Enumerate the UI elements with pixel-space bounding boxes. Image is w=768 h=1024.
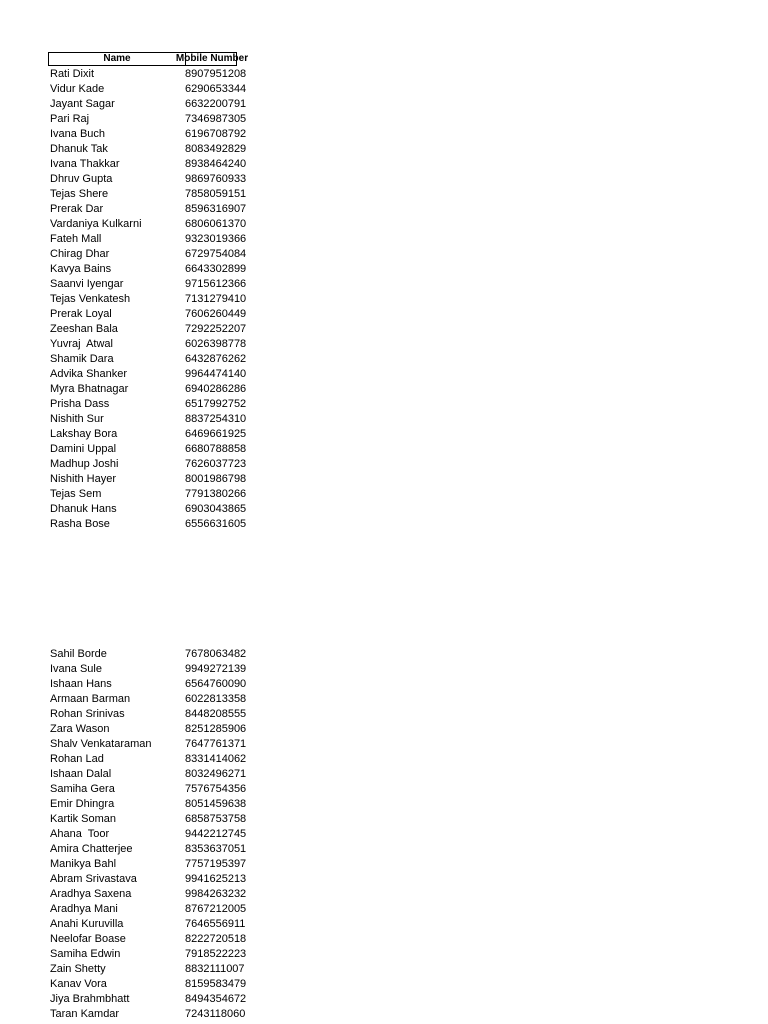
- column-header-mobile-number: [175, 52, 249, 66]
- name-cell: Manikya Bahl: [50, 858, 117, 870]
- table-row: [0, 292, 768, 307]
- table-row: [0, 517, 768, 532]
- table-row: [0, 842, 768, 857]
- mobile-number-cell: 7346987305: [185, 113, 247, 125]
- name-cell: Emir Dhingra: [50, 798, 115, 810]
- table-row: [0, 97, 768, 112]
- name-cell: Shamik Dara: [50, 353, 114, 365]
- name-cell: Nishith Hayer: [50, 473, 117, 485]
- table-row: [0, 142, 768, 157]
- name-cell: Tejas Shere: [50, 188, 109, 200]
- name-cell: Samiha Edwin: [50, 948, 121, 960]
- mobile-number-cell: 6290653344: [185, 83, 247, 95]
- mobile-number-cell: 6432876262: [185, 353, 247, 365]
- name-cell: Ivana Thakkar: [50, 158, 120, 170]
- mobile-number-cell: 7576754356: [185, 783, 247, 795]
- mobile-number-cell: 7292252207: [185, 323, 247, 335]
- mobile-number-cell: 6806061370: [185, 218, 247, 230]
- mobile-number-cell: 8331414062: [185, 753, 247, 765]
- mobile-number-cell: 6026398778: [185, 338, 247, 350]
- table-row: [0, 262, 768, 277]
- name-cell: Ivana Sule: [50, 663, 102, 675]
- table-row: [0, 962, 768, 977]
- table-row: [0, 187, 768, 202]
- table-row: [0, 127, 768, 142]
- column-header-mobile-label: Mobile Number: [175, 53, 249, 64]
- contact-list-block-1: [0, 67, 768, 532]
- name-cell: Lakshay Bora: [50, 428, 118, 440]
- table-row: [0, 382, 768, 397]
- table-row: [0, 172, 768, 187]
- name-cell: Myra Bhatnagar: [50, 383, 129, 395]
- name-cell: Shalv Venkataraman: [50, 738, 152, 750]
- table-row: [0, 737, 768, 752]
- name-cell: Ishaan Hans: [50, 678, 112, 690]
- table-row: [0, 487, 768, 502]
- name-cell: Ivana Buch: [50, 128, 106, 140]
- mobile-number-cell: 8051459638: [185, 798, 247, 810]
- table-row: [0, 202, 768, 217]
- mobile-number-cell: 6196708792: [185, 128, 247, 140]
- mobile-number-cell: 6632200791: [185, 98, 247, 110]
- name-cell: Vardaniya Kulkarni: [50, 218, 142, 230]
- table-row: [0, 947, 768, 962]
- name-cell: Armaan Barman: [50, 693, 131, 705]
- name-cell: Aradhya Mani: [50, 903, 118, 915]
- table-row: [0, 752, 768, 767]
- name-cell: Aradhya Saxena: [50, 888, 132, 900]
- table-row: [0, 427, 768, 442]
- mobile-number-cell: 9442212745: [185, 828, 247, 840]
- mobile-number-cell: 6940286286: [185, 383, 247, 395]
- name-cell: Tejas Sem: [50, 488, 102, 500]
- name-cell: Amira Chatterjee: [50, 843, 133, 855]
- name-cell: Jiya Brahmbhatt: [50, 993, 130, 1005]
- name-cell: Jayant Sagar: [50, 98, 115, 110]
- name-cell: Rohan Lad: [50, 753, 104, 765]
- table-row: [0, 112, 768, 127]
- table-row: [0, 217, 768, 232]
- column-header-name: Name: [48, 52, 186, 66]
- mobile-number-cell: 8001986798: [185, 473, 247, 485]
- table-row: [0, 232, 768, 247]
- mobile-number-cell: 7606260449: [185, 308, 247, 320]
- name-cell: Dhruv Gupta: [50, 173, 113, 185]
- mobile-number-cell: 8938464240: [185, 158, 247, 170]
- mobile-number-cell: 8353637051: [185, 843, 247, 855]
- name-cell: Anahi Kuruvilla: [50, 918, 124, 930]
- table-row: [0, 397, 768, 412]
- mobile-number-cell: 6556631605: [185, 518, 247, 530]
- mobile-number-cell: 8767212005: [185, 903, 247, 915]
- name-cell: Dhanuk Hans: [50, 503, 117, 515]
- mobile-number-cell: 9323019366: [185, 233, 247, 245]
- table-row: [0, 977, 768, 992]
- table-row: [0, 677, 768, 692]
- mobile-number-cell: 8494354672: [185, 993, 247, 1005]
- table-row: [0, 352, 768, 367]
- name-cell: Ishaan Dalal: [50, 768, 112, 780]
- table-row: [0, 157, 768, 172]
- name-cell: Damini Uppal: [50, 443, 117, 455]
- mobile-number-cell: 9964474140: [185, 368, 247, 380]
- name-cell: Prerak Loyal: [50, 308, 112, 320]
- name-cell: Samiha Gera: [50, 783, 115, 795]
- table-row: [0, 442, 768, 457]
- table-row: [0, 67, 768, 82]
- mobile-number-cell: 7626037723: [185, 458, 247, 470]
- name-cell: Ahana Toor: [50, 828, 110, 840]
- mobile-number-cell: 7647761371: [185, 738, 247, 750]
- name-cell: Vidur Kade: [50, 83, 105, 95]
- name-cell: Prisha Dass: [50, 398, 110, 410]
- name-cell: Advika Shanker: [50, 368, 128, 380]
- table-row: [0, 992, 768, 1007]
- table-row: [0, 857, 768, 872]
- name-cell: Chirag Dhar: [50, 248, 110, 260]
- table-row: [0, 917, 768, 932]
- name-cell: Yuvraj Atwal: [50, 338, 113, 350]
- name-cell: Abram Srivastava: [50, 873, 137, 885]
- name-cell: Neelofar Boase: [50, 933, 126, 945]
- table-row: [0, 692, 768, 707]
- name-cell: Kanav Vora: [50, 978, 107, 990]
- mobile-number-cell: 8832111007: [185, 963, 245, 975]
- mobile-number-cell: 7757195397: [185, 858, 247, 870]
- mobile-number-cell: 9715612366: [185, 278, 247, 290]
- name-cell: Nishith Sur: [50, 413, 104, 425]
- table-row: [0, 367, 768, 382]
- table-row: [0, 767, 768, 782]
- table-row: [0, 707, 768, 722]
- table-row: [0, 797, 768, 812]
- name-cell: Zeeshan Bala: [50, 323, 118, 335]
- mobile-number-cell: 6680788858: [185, 443, 247, 455]
- mobile-number-cell: 6469661925: [185, 428, 247, 440]
- name-cell: Taran Kamdar: [50, 1008, 120, 1020]
- mobile-number-cell: 6903043865: [185, 503, 247, 515]
- table-row: [0, 1007, 768, 1022]
- name-cell: Zara Wason: [50, 723, 110, 735]
- table-row: [0, 932, 768, 947]
- mobile-number-cell: 9941625213: [185, 873, 247, 885]
- mobile-number-cell: 7791380266: [185, 488, 247, 500]
- table-row: [0, 722, 768, 737]
- mobile-number-cell: 8907951208: [185, 68, 247, 80]
- mobile-number-cell: 7646556911: [185, 918, 246, 930]
- mobile-number-cell: 8032496271: [185, 768, 247, 780]
- mobile-number-cell: 6517992752: [185, 398, 247, 410]
- table-row: [0, 782, 768, 797]
- mobile-number-cell: 6729754084: [185, 248, 247, 260]
- name-cell: Madhup Joshi: [50, 458, 119, 470]
- table-row: [0, 277, 768, 292]
- mobile-number-cell: 6643302899: [185, 263, 247, 275]
- table-row: [0, 337, 768, 352]
- mobile-number-cell: 8596316907: [185, 203, 247, 215]
- mobile-number-cell: 7131279410: [185, 293, 247, 305]
- contact-list-block-2: [0, 647, 768, 1022]
- mobile-number-cell: 8083492829: [185, 143, 247, 155]
- name-cell: Tejas Venkatesh: [50, 293, 131, 305]
- mobile-number-cell: 7678063482: [185, 648, 247, 660]
- name-cell: Sahil Borde: [50, 648, 107, 660]
- name-cell: Rohan Srinivas: [50, 708, 125, 720]
- mobile-number-cell: 7243118060: [185, 1008, 246, 1020]
- table-row: [0, 827, 768, 842]
- table-row: [0, 887, 768, 902]
- mobile-number-cell: 8837254310: [185, 413, 247, 425]
- name-cell: Kartik Soman: [50, 813, 117, 825]
- mobile-number-cell: 8251285906: [185, 723, 247, 735]
- table-row: [0, 902, 768, 917]
- mobile-number-cell: 8448208555: [185, 708, 247, 720]
- table-row: [0, 472, 768, 487]
- mobile-number-cell: 6858753758: [185, 813, 247, 825]
- mobile-number-cell: 9984263232: [185, 888, 247, 900]
- name-cell: Rasha Bose: [50, 518, 110, 530]
- name-cell: Dhanuk Tak: [50, 143, 108, 155]
- table-row: [0, 307, 768, 322]
- table-row: [0, 412, 768, 427]
- table-row: [0, 82, 768, 97]
- table-row: [0, 247, 768, 262]
- name-cell: Prerak Dar: [50, 203, 104, 215]
- mobile-number-cell: 9869760933: [185, 173, 247, 185]
- table-row: [0, 662, 768, 677]
- mobile-number-cell: 7858059151: [185, 188, 247, 200]
- name-cell: Pari Raj: [50, 113, 90, 125]
- mobile-number-cell: 8222720518: [185, 933, 247, 945]
- name-cell: Fateh Mall: [50, 233, 102, 245]
- name-cell: Rati Dixit: [50, 68, 95, 80]
- mobile-number-cell: 9949272139: [185, 663, 247, 675]
- name-cell: Saanvi Iyengar: [50, 278, 124, 290]
- table-row: [0, 872, 768, 887]
- mobile-number-cell: 7918522223: [185, 948, 247, 960]
- mobile-number-cell: 6022813358: [185, 693, 247, 705]
- table-row: [0, 322, 768, 337]
- table-row: [0, 812, 768, 827]
- table-row: [0, 647, 768, 662]
- name-cell: Zain Shetty: [50, 963, 106, 975]
- name-cell: Kavya Bains: [50, 263, 112, 275]
- mobile-number-cell: 8159583479: [185, 978, 247, 990]
- table-row: [0, 502, 768, 517]
- mobile-number-cell: 6564760090: [185, 678, 247, 690]
- table-row: [0, 457, 768, 472]
